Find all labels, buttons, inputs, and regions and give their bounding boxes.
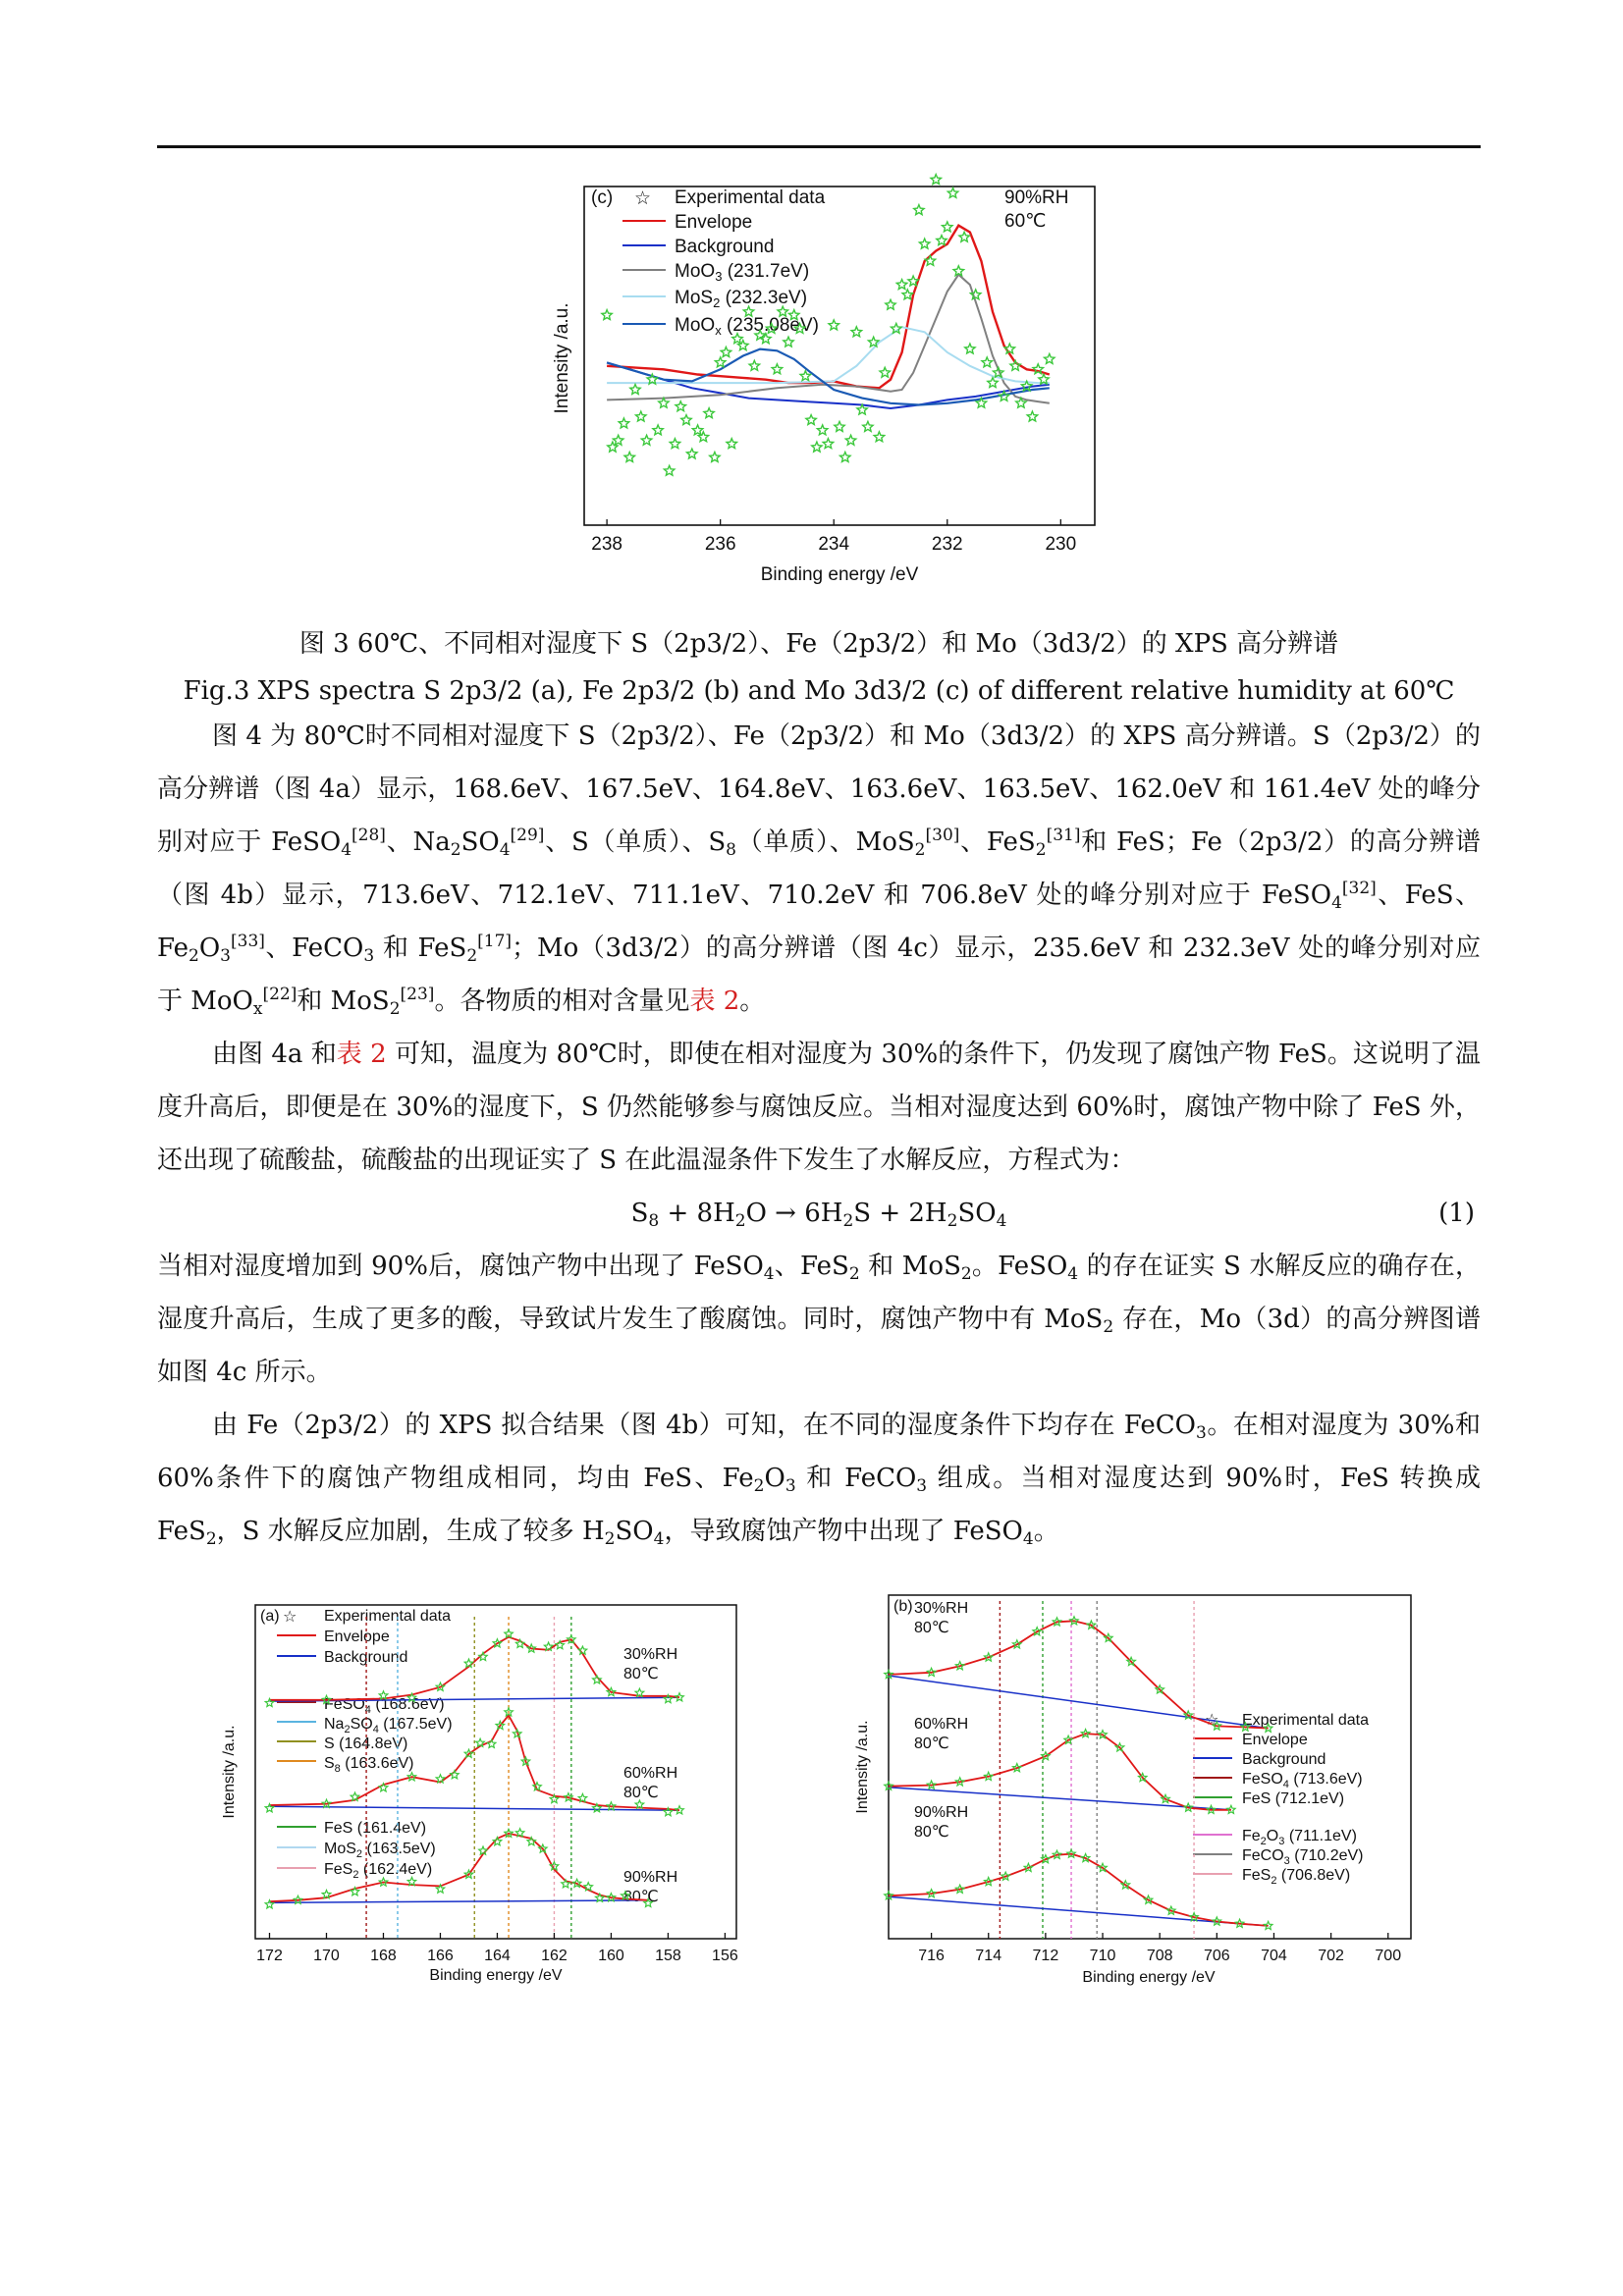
data-point bbox=[451, 1771, 460, 1779]
equation-1 bbox=[157, 1187, 1481, 1240]
legend-background: Background bbox=[675, 237, 775, 257]
legend-experimental: Experimental data bbox=[324, 1608, 451, 1625]
curves bbox=[607, 226, 1050, 408]
data-point bbox=[772, 364, 783, 374]
data-point bbox=[1045, 353, 1055, 363]
data-point bbox=[636, 411, 647, 421]
panel-label: (b) bbox=[893, 1598, 913, 1615]
data-point bbox=[892, 323, 902, 333]
data-point bbox=[829, 320, 839, 330]
y-axis-label: Intensity /a.u. bbox=[552, 302, 572, 414]
legend-fe2o3: $Fe_2O_3$ (711.1eV) bbox=[1242, 1828, 1357, 1847]
legend bbox=[622, 187, 826, 338]
fig4a-tick-label-170: 170 bbox=[313, 1948, 340, 1964]
data-point bbox=[578, 1646, 587, 1654]
condition-90-rh: 90%RH bbox=[623, 1869, 678, 1886]
condition-60-t: 80℃ bbox=[914, 1735, 949, 1752]
legend-envelope: Envelope bbox=[324, 1629, 390, 1645]
condition-90-t: 80℃ bbox=[914, 1824, 949, 1841]
data-point bbox=[931, 175, 942, 185]
fig4a-tick-label-172: 172 bbox=[256, 1948, 283, 1964]
data-point bbox=[624, 453, 635, 462]
data-point bbox=[925, 255, 936, 265]
equation-number: (1) bbox=[1438, 1199, 1475, 1228]
figure-3c bbox=[550, 177, 1100, 599]
legend-envelope: Envelope bbox=[1242, 1732, 1308, 1748]
legend-fes2: FeS$_2$ (706.8eV) bbox=[1242, 1867, 1351, 1887]
fig4b-tick-label-700: 700 bbox=[1375, 1948, 1402, 1964]
legend-feco3: FeCO$_3$ (710.2eV) bbox=[1242, 1847, 1364, 1867]
data-point bbox=[704, 408, 714, 418]
data-point bbox=[487, 1739, 496, 1747]
data-point bbox=[493, 1838, 502, 1845]
legend-s: S (164.8eV) bbox=[324, 1735, 408, 1752]
data-point bbox=[851, 327, 862, 337]
data-point bbox=[817, 425, 828, 435]
panel-label: (c) bbox=[591, 187, 614, 208]
condition-90-rh: 90%RH bbox=[914, 1804, 969, 1821]
data-point bbox=[676, 401, 686, 411]
legend-moox: MoO$_x$ (235.08eV) bbox=[675, 315, 819, 338]
curve-moox-235-08ev bbox=[607, 349, 1050, 405]
legend-envelope: Envelope bbox=[675, 212, 753, 233]
data-point bbox=[902, 290, 913, 299]
data-point bbox=[1004, 344, 1015, 353]
table-2-link[interactable]: 表 2 bbox=[689, 987, 740, 1016]
data-point bbox=[608, 442, 618, 452]
data-point bbox=[479, 1652, 488, 1660]
x-axis-label: Binding energy /eV bbox=[1082, 1969, 1216, 1986]
data-point bbox=[407, 1877, 416, 1885]
plot-frame bbox=[584, 187, 1095, 525]
fig4a-tick-label-160: 160 bbox=[598, 1948, 624, 1964]
fig4a-tick-label-166: 166 bbox=[427, 1948, 454, 1964]
data-point bbox=[630, 385, 640, 395]
legend-experimental: Experimental data bbox=[1242, 1712, 1369, 1729]
data-point bbox=[544, 1642, 553, 1650]
figure-3c-svg bbox=[550, 177, 1100, 599]
data-point bbox=[727, 439, 737, 449]
fig4a-tick-label-168: 168 bbox=[370, 1948, 397, 1964]
condition-60-t: 80℃ bbox=[623, 1785, 659, 1801]
data-point bbox=[1027, 411, 1038, 421]
data-point bbox=[687, 449, 698, 458]
data-point bbox=[681, 415, 691, 425]
data-point bbox=[943, 222, 953, 232]
data-point bbox=[863, 421, 873, 431]
legend-moo3: MoO$_3$ (231.7eV) bbox=[675, 261, 810, 284]
data-point bbox=[464, 1659, 473, 1667]
data-point bbox=[710, 453, 720, 462]
data-point bbox=[886, 299, 895, 309]
fig4b-tick-label-712: 712 bbox=[1032, 1948, 1059, 1964]
fig4b-tick-label-710: 710 bbox=[1089, 1948, 1116, 1964]
legend-background: Background bbox=[1242, 1751, 1326, 1768]
background-90-rh-envelope bbox=[889, 1896, 1269, 1926]
data-point bbox=[914, 205, 924, 215]
paragraph-2: 由图 4a 和表 2 可知，温度为 80℃时，即使在相对湿度为 30%的条件下，仍发现了腐蚀产物 FeS。这说明了温度升高后，即便是在 30%的湿度下，S 仍然能够参与腐蚀反应。当相对湿度达到 60%时，腐蚀产物中除了 FeS 外，还出现了硫酸盐，硫酸盐的出现证实了 S 在此温湿条件下发生了水解反应，方程式为： bbox=[157, 1040, 1482, 1175]
legend-na2so4: $Na_2SO_4$ (167.5eV) bbox=[324, 1716, 453, 1735]
x-axis-ticks bbox=[918, 1933, 1401, 1964]
data-point bbox=[664, 465, 675, 475]
data-point bbox=[919, 239, 930, 248]
background-90-rh-envelope bbox=[270, 1900, 649, 1903]
data-point bbox=[619, 418, 629, 428]
condition-30-rh: 30%RH bbox=[623, 1646, 678, 1663]
data-point bbox=[982, 357, 993, 367]
fig4b-tick-label-706: 706 bbox=[1203, 1948, 1230, 1964]
data-point bbox=[593, 1676, 602, 1683]
fig4b-tick-label-716: 716 bbox=[918, 1948, 945, 1964]
legend-feso4: FeSO$_4$ (713.6eV) bbox=[1242, 1771, 1363, 1790]
data-point bbox=[880, 367, 891, 377]
x-axis-ticks bbox=[256, 1933, 738, 1964]
fig3c-tick-label-232: 232 bbox=[931, 534, 963, 555]
data-point bbox=[659, 398, 669, 407]
fig3c-tick-label-234: 234 bbox=[818, 534, 850, 555]
data-point bbox=[715, 357, 726, 367]
data-point bbox=[476, 1738, 485, 1746]
legend bbox=[1193, 1712, 1369, 1887]
figure-4a-svg bbox=[206, 1595, 756, 1988]
data-point bbox=[602, 310, 612, 320]
data-point bbox=[1264, 1921, 1272, 1929]
data-point bbox=[937, 236, 947, 245]
condition-temperature: 60℃ bbox=[1004, 211, 1047, 232]
legend-background: Background bbox=[324, 1649, 408, 1666]
data-point bbox=[1010, 360, 1020, 370]
figure-4a bbox=[206, 1595, 756, 1988]
data-point bbox=[692, 425, 703, 435]
data-point bbox=[653, 425, 663, 435]
table-2-link[interactable]: 表 2 bbox=[336, 1040, 387, 1069]
panel-label: (a) bbox=[260, 1608, 280, 1625]
legend-marker-icon: ☆ bbox=[1205, 1712, 1219, 1729]
legend-marker-icon: ☆ bbox=[283, 1609, 298, 1626]
data-point bbox=[896, 280, 907, 290]
data-point bbox=[845, 435, 856, 445]
figure-4b-svg bbox=[839, 1585, 1429, 1998]
data-point bbox=[835, 421, 844, 431]
y-axis-label: Intensity /a.u. bbox=[854, 1720, 871, 1814]
y-axis-label: Intensity /a.u. bbox=[221, 1725, 238, 1819]
data-point bbox=[738, 341, 749, 350]
legend-mos2: MoS$_2$ (232.3eV) bbox=[675, 288, 808, 310]
x-axis-label: Binding energy /eV bbox=[429, 1967, 563, 1984]
fig3c-tick-label-230: 230 bbox=[1045, 534, 1077, 555]
data-point bbox=[479, 1846, 488, 1854]
condition-30-rh: 30%RH bbox=[914, 1600, 969, 1617]
condition-30-t: 80℃ bbox=[623, 1666, 659, 1682]
experimental-markers bbox=[602, 175, 1055, 476]
data-point bbox=[641, 435, 652, 445]
data-point bbox=[812, 442, 822, 452]
data-point bbox=[806, 415, 816, 425]
data-point bbox=[505, 1629, 514, 1637]
data-point bbox=[584, 1883, 593, 1891]
data-point bbox=[515, 1829, 524, 1837]
fig4b-tick-label-704: 704 bbox=[1261, 1948, 1287, 1964]
reference-lines bbox=[1000, 1601, 1194, 1939]
fig4a-tick-label-158: 158 bbox=[655, 1948, 681, 1964]
legend-fes2: FeS$_2$ (162.4eV) bbox=[324, 1861, 433, 1881]
condition-rh: 90%RH bbox=[1004, 187, 1069, 208]
fig4b-tick-label-708: 708 bbox=[1146, 1948, 1173, 1964]
fig3-caption-en: Fig.3 XPS spectra S 2p3/2 (a), Fe 2p3/2 (b) and Mo 3d3/2 (c) of different relative humidity at 60℃ bbox=[183, 676, 1455, 706]
equation-body: $S_8 + 8H_2O \to 6H_2S + 2H_2SO_4$ bbox=[630, 1199, 1007, 1231]
data-point bbox=[613, 435, 623, 445]
condition-30-t: 80℃ bbox=[914, 1620, 949, 1636]
legend-fes: FeS (161.4eV) bbox=[324, 1820, 427, 1837]
fig4b-tick-label-714: 714 bbox=[975, 1948, 1002, 1964]
condition-90-t: 80℃ bbox=[623, 1889, 659, 1905]
data-point bbox=[953, 266, 964, 276]
fig3-caption-cn: 图 3 60℃、不同相对湿度下 S（2p3/2）、Fe（2p3/2）和 Mo（3d3/2）的 XPS 高分辨谱 bbox=[298, 629, 1339, 659]
data-point bbox=[840, 453, 851, 462]
data-point bbox=[721, 347, 731, 357]
data-point bbox=[823, 439, 834, 449]
data-point bbox=[698, 432, 709, 442]
data-point bbox=[436, 1775, 445, 1783]
fig4a-tick-label-162: 162 bbox=[541, 1948, 568, 1964]
fig4a-tick-label-164: 164 bbox=[484, 1948, 511, 1964]
data-point bbox=[784, 337, 793, 347]
data-point bbox=[578, 1793, 587, 1801]
fig4a-tick-label-156: 156 bbox=[712, 1948, 738, 1964]
curve-mos2-232-3ev bbox=[607, 327, 1050, 383]
legend-experimental: Experimental data bbox=[675, 187, 826, 208]
data-point bbox=[959, 232, 969, 241]
curve-90-rh-envelope bbox=[889, 1854, 1269, 1926]
fig4b-tick-label-702: 702 bbox=[1318, 1948, 1344, 1964]
curve-moo3-231-7ev bbox=[607, 275, 1050, 403]
curve-envelope bbox=[607, 226, 1050, 389]
legend-marker-icon: ☆ bbox=[634, 188, 652, 209]
data-point bbox=[874, 432, 885, 442]
data-point bbox=[965, 344, 975, 353]
paragraph-4: 由 Fe（2p3/2）的 XPS 拟合结果（图 4b）可知，在不同的湿度条件下均存在 FeCO$_3$。在相对湿度为 30%和 60%条件下的腐蚀产物组成相同，均由 FeS、$Fe_2O_3$ 和 FeCO$_3$ 组成。当相对湿度达到 90%时，FeS 转换成 FeS$_2$，S 水解反应加剧，生成了较多 $H_2SO_4$，导致腐蚀产物中出现了 FeSO$_4$。 bbox=[157, 1411, 1481, 1549]
legend-feso4: FeSO$_4$ (168.6eV) bbox=[324, 1696, 445, 1716]
data-point bbox=[988, 378, 998, 388]
legend-mos2: MoS$_2$ (163.5eV) bbox=[324, 1841, 436, 1860]
paragraph-3: 当相对湿度增加到 90%后，腐蚀产物中出现了 FeSO$_4$、FeS$_2$ 和 MoS$_2$。FeSO$_4$ 的存在证实 S 水解反应的确存在，湿度升高后，生成了更多的酸，导致试片发生了酸腐蚀。同时，腐蚀产物中有 MoS$_2$ 存在，Mo（3d）的高分辨图谱如图 4c 所示。 bbox=[157, 1252, 1481, 1387]
figure-4b bbox=[839, 1585, 1429, 1998]
paragraph-1: 图 4 为 80℃时不同相对湿度下 S（2p3/2）、Fe（2p3/2）和 Mo（3d3/2）的 XPS 高分辨谱。S（2p3/2）的高分辨谱（图 4a）显示，168.6eV、167.5eV、164.8eV、163.6eV、163.5eV、162.0eV 和 161.4eV 处的峰分别对应于 FeSO$_4$[28]、$Na_2SO_4[29]$、S（单质）、$S_8$（单质）、MoS$_2$[30]、FeS$_2$[31]和 FeS；Fe（2p3/2）的高分辨谱（图 4b）显示，713.6eV、712.1eV、711.1eV、710.2eV 和 706.8eV 处的峰分别对应于 FeSO$_4$[32]、FeS、$Fe_2O_3[33]$、FeCO$_3$ 和 FeS$_2$[17]；Mo（3d3/2）的高分辨谱（图 4c）显示，235.6eV 和 232.3eV 处的峰分别对应于 MoO$_x$[22]和 MoS$_2$[23]。各物质的相对含量见表 2。 bbox=[157, 721, 1481, 1019]
legend-s8: $S_8$ (163.6eV) bbox=[324, 1755, 414, 1775]
condition-60-rh: 60%RH bbox=[914, 1716, 969, 1733]
fig3c-tick-label-238: 238 bbox=[591, 534, 622, 555]
x-axis-label: Binding energy /eV bbox=[760, 564, 919, 585]
data-point bbox=[947, 187, 958, 197]
data-point bbox=[749, 360, 760, 370]
legend-fes: FeS (712.1eV) bbox=[1242, 1790, 1345, 1807]
header-rule bbox=[157, 145, 1481, 148]
data-point bbox=[670, 439, 680, 449]
fig3c-tick-label-236: 236 bbox=[704, 534, 736, 555]
curves bbox=[885, 1617, 1272, 1930]
condition-60-rh: 60%RH bbox=[623, 1765, 678, 1782]
